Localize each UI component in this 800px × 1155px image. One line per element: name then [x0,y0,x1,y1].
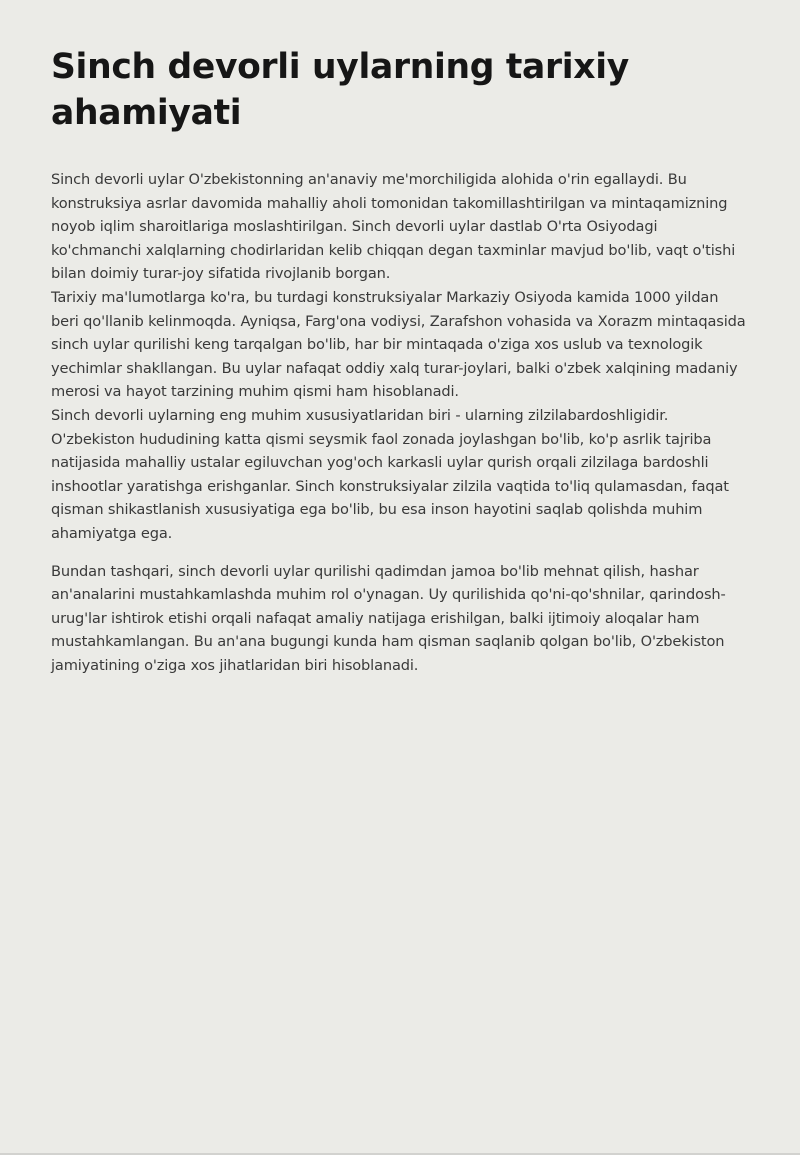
article-paragraph-2: Tarixiy ma'lumotlarga ko'ra, bu turdagi konstruksiyalar Markaziy Osiyoda kamida 1000 yildan beri qo'llanib kelinmoqda. Ayniqsa, Farg'ona vodiysi, Zarafshon vohasida va Xorazm mintaqasida sinch uylar qurilishi keng tarqalgan bo'lib, har bir mintaqada o'ziga xos uslub va texnologik yechimlar shakllangan. Bu uylar nafaqat oddiy xalq turar-joylari, balki o'zbek xalqining madaniy merosi va hayot tarzining muhim qismi ham hisoblanadi. [51,288,746,401]
article-title: Sinch devorli uylarning tarixiy ahamiyati [51,47,629,133]
article-paragraph-1: Sinch devorli uylar O'zbekistonning an'anaviy me'morchiligida alohida o'rin egallaydi. Bu konstruksiya asrlar davomida mahalliy aholi tomonidan takomillashtirilgan va mintaqamizning noyob iqlim sharoitlariga moslashtirilgan. Sinch devorli uylar dastlab O'rta Osiyodagi ko'chmanchi xalqlarning chodirlaridan kelib chiqqan degan taxminlar mavjud bo'lib, vaqt o'tishi bilan doimiy turar-joy sifatida rivojlanib borgan. [51,171,736,283]
article-paragraph-4: Bundan tashqari, sinch devorli uylar qurilishi qadimdan jamoa bo'lib mehnat qilish, hashar an'analarini mustahkamlashda muhim rol o'ynagan. Uy qurilishida qo'ni-qo'shnilar, qarindosh-urug'lar ishtirok etishi orqali nafaqat amaliy natijaga erishilgan, balki ijtimoiy aloqalar ham mustahkamlangan. Bu an'ana bugungi kunda ham qisman saqlanib qolgan bo'lib, O'zbekiston jamiyatining o'ziga xos jihatlaridan biri hisoblanadi. [51,562,726,674]
article-paragraph-3: Sinch devorli uylarning eng muhim xususiyatlaridan biri - ularning zilzilabardoshligidir. O'zbekiston hududining katta qismi seysmik faol zonada joylashgan bo'lib, ko'p asrlik tajriba natijasida mahalliy ustalar egiluvchan yog'och karkasli uylar qurish orqali zilzilaga bardoshli inshootlar yaratishga erishganlar. Sinch konstruksiyalar zilzila vaqtida to'liq qulamasdan, faqat qisman shikastlanish xususiyatiga ega bo'lib, bu esa inson hayotini saqlab qolishda muhim ahamiyatga ega. [51,406,729,542]
